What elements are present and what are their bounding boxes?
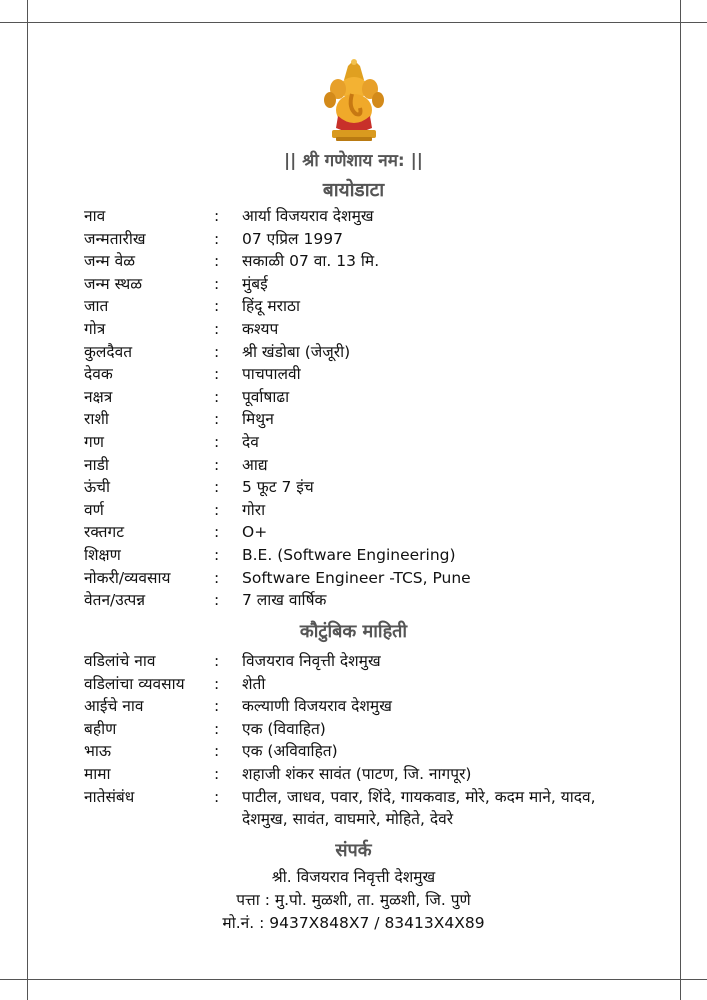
family-label: मामा (84, 764, 111, 783)
detail-row (84, 250, 644, 273)
family-separator: : (214, 652, 220, 670)
family-separator: : (214, 719, 220, 738)
detail-value: गोरा (242, 500, 266, 519)
detail-value: मुंबई (242, 274, 268, 293)
detail-row (84, 363, 644, 386)
family-row (84, 673, 644, 696)
contact-address: पत्ता : मु.पो. मुळशी, ता. मुळशी, जि. पुणे (236, 891, 471, 909)
family-label: वडिलांचा व्यवसाय (84, 674, 185, 693)
detail-separator: : (214, 410, 220, 429)
detail-separator: : (214, 500, 220, 519)
family-row (84, 763, 644, 786)
detail-separator: : (214, 432, 220, 451)
invocation-title: || श्री गणेशाय नम: || (283, 151, 424, 171)
detail-value: आद्य (242, 455, 268, 474)
detail-row (84, 476, 644, 499)
detail-value: आर्या विजयराव देशमुख (242, 207, 374, 225)
detail-separator: : (214, 365, 220, 384)
crop-mark-bottom (0, 979, 707, 980)
detail-label: गण (84, 432, 104, 451)
detail-value: 07 एप्रिल 1997 (242, 229, 343, 248)
detail-separator: : (214, 274, 220, 293)
detail-separator: : (214, 387, 220, 406)
detail-separator: : (214, 342, 220, 361)
detail-separator: : (214, 545, 220, 564)
biodata-heading: बायोडाटा (322, 179, 385, 201)
detail-row (84, 205, 644, 228)
contact-phone: मो.नं. : 9437X848X7 / 83413X4X89 (222, 914, 485, 932)
family-label: वडिलांचे नाव (84, 652, 156, 670)
detail-value: 5 फूट 7 इंच (242, 478, 314, 497)
detail-label: नक्षत्र (84, 387, 113, 406)
family-label: नातेसंबंध (84, 787, 135, 806)
family-value: शेती (242, 674, 266, 693)
detail-label: जन्मतारीख (84, 229, 146, 248)
detail-separator: : (214, 297, 220, 316)
detail-row (84, 386, 644, 409)
detail-value: पाचपालवी (242, 365, 301, 384)
detail-label: ऊंची (84, 478, 111, 497)
detail-label: गोत्र (84, 319, 106, 338)
detail-row (84, 318, 644, 341)
contact-heading: संपर्क (335, 840, 372, 861)
detail-label: रक्तगट (84, 523, 125, 542)
detail-row (84, 408, 644, 431)
detail-label: जन्म वेळ (84, 252, 136, 271)
family-value: पाटील, जाधव, पवार, शिंदे, गायकवाड, मोरे, कदम माने, यादव, देशमुख, सावंत, वाघमारे, मोहिते, देवरे (242, 787, 596, 829)
detail-label: कुलदैवत (84, 342, 133, 361)
detail-value: मिथुन (242, 410, 274, 429)
detail-row (84, 589, 644, 612)
family-value: एक (अविवाहित) (242, 742, 338, 761)
family-value: कल्याणी विजयराव देशमुख (242, 697, 392, 716)
family-separator: : (214, 742, 220, 761)
family-row (84, 650, 644, 673)
detail-separator: : (214, 207, 220, 225)
detail-label: वेतन/उत्पन्न (84, 591, 146, 610)
detail-label: नाडी (84, 455, 109, 474)
detail-separator: : (214, 591, 220, 610)
detail-row (84, 273, 644, 296)
detail-value: Software Engineer -TCS, Pune (242, 568, 471, 587)
detail-separator: : (214, 229, 220, 248)
detail-row (84, 544, 644, 567)
family-heading: कौटुंबिक माहिती (299, 621, 408, 642)
detail-label: नोकरी/व्यवसाय (84, 568, 171, 587)
family-label: आईचे नाव (84, 697, 144, 716)
detail-value: देव (242, 432, 259, 451)
detail-value: B.E. (Software Engineering) (242, 545, 456, 564)
contact-name: श्री. विजयराव निवृत्ती देशमुख (271, 868, 436, 886)
family-value: विजयराव निवृत्ती देशमुख (242, 652, 381, 670)
detail-value: हिंदू मराठा (242, 297, 301, 316)
family-label: भाऊ (84, 742, 112, 761)
family-value: शहाजी शंकर सावंत (पाटण, जि. नागपूर) (242, 764, 472, 783)
detail-separator: : (214, 319, 220, 338)
detail-separator: : (214, 455, 220, 474)
detail-label: राशी (84, 410, 109, 429)
ganesha-icon (318, 58, 390, 142)
family-separator: : (214, 787, 220, 806)
family-separator: : (214, 764, 220, 783)
detail-label: नाव (84, 207, 106, 225)
family-separator: : (214, 697, 220, 716)
family-row (84, 695, 644, 718)
detail-row (84, 228, 644, 251)
detail-separator: : (214, 252, 220, 271)
detail-value: O+ (242, 523, 268, 542)
family-label: बहीण (84, 719, 117, 738)
detail-row (84, 499, 644, 522)
detail-label: देवक (84, 365, 113, 384)
detail-label: वर्ण (84, 500, 104, 519)
detail-row (84, 567, 644, 590)
detail-separator: : (214, 568, 220, 587)
detail-label: शिक्षण (84, 545, 121, 564)
detail-label: जन्म स्थळ (84, 274, 143, 293)
detail-row (84, 521, 644, 544)
family-row (84, 718, 644, 741)
family-row (84, 740, 644, 763)
personal-details (84, 205, 644, 612)
detail-label: जात (84, 297, 109, 316)
detail-separator: : (214, 478, 220, 497)
family-row (84, 786, 644, 831)
detail-separator: : (214, 523, 220, 542)
detail-value: सकाळी 07 वा. 13 मि. (242, 252, 380, 271)
detail-value: 7 लाख वार्षिक (242, 591, 327, 610)
detail-row (84, 431, 644, 454)
family-separator: : (214, 674, 220, 693)
crop-mark-top (0, 22, 707, 23)
detail-value: श्री खंडोबा (जेजूरी) (242, 342, 351, 361)
detail-row (84, 341, 644, 364)
detail-value: पूर्वाषाढा (242, 387, 290, 406)
detail-row (84, 295, 644, 318)
family-value: एक (विवाहित) (242, 719, 326, 738)
detail-row (84, 454, 644, 477)
detail-value: कश्यप (242, 319, 279, 338)
family-details (84, 650, 644, 831)
